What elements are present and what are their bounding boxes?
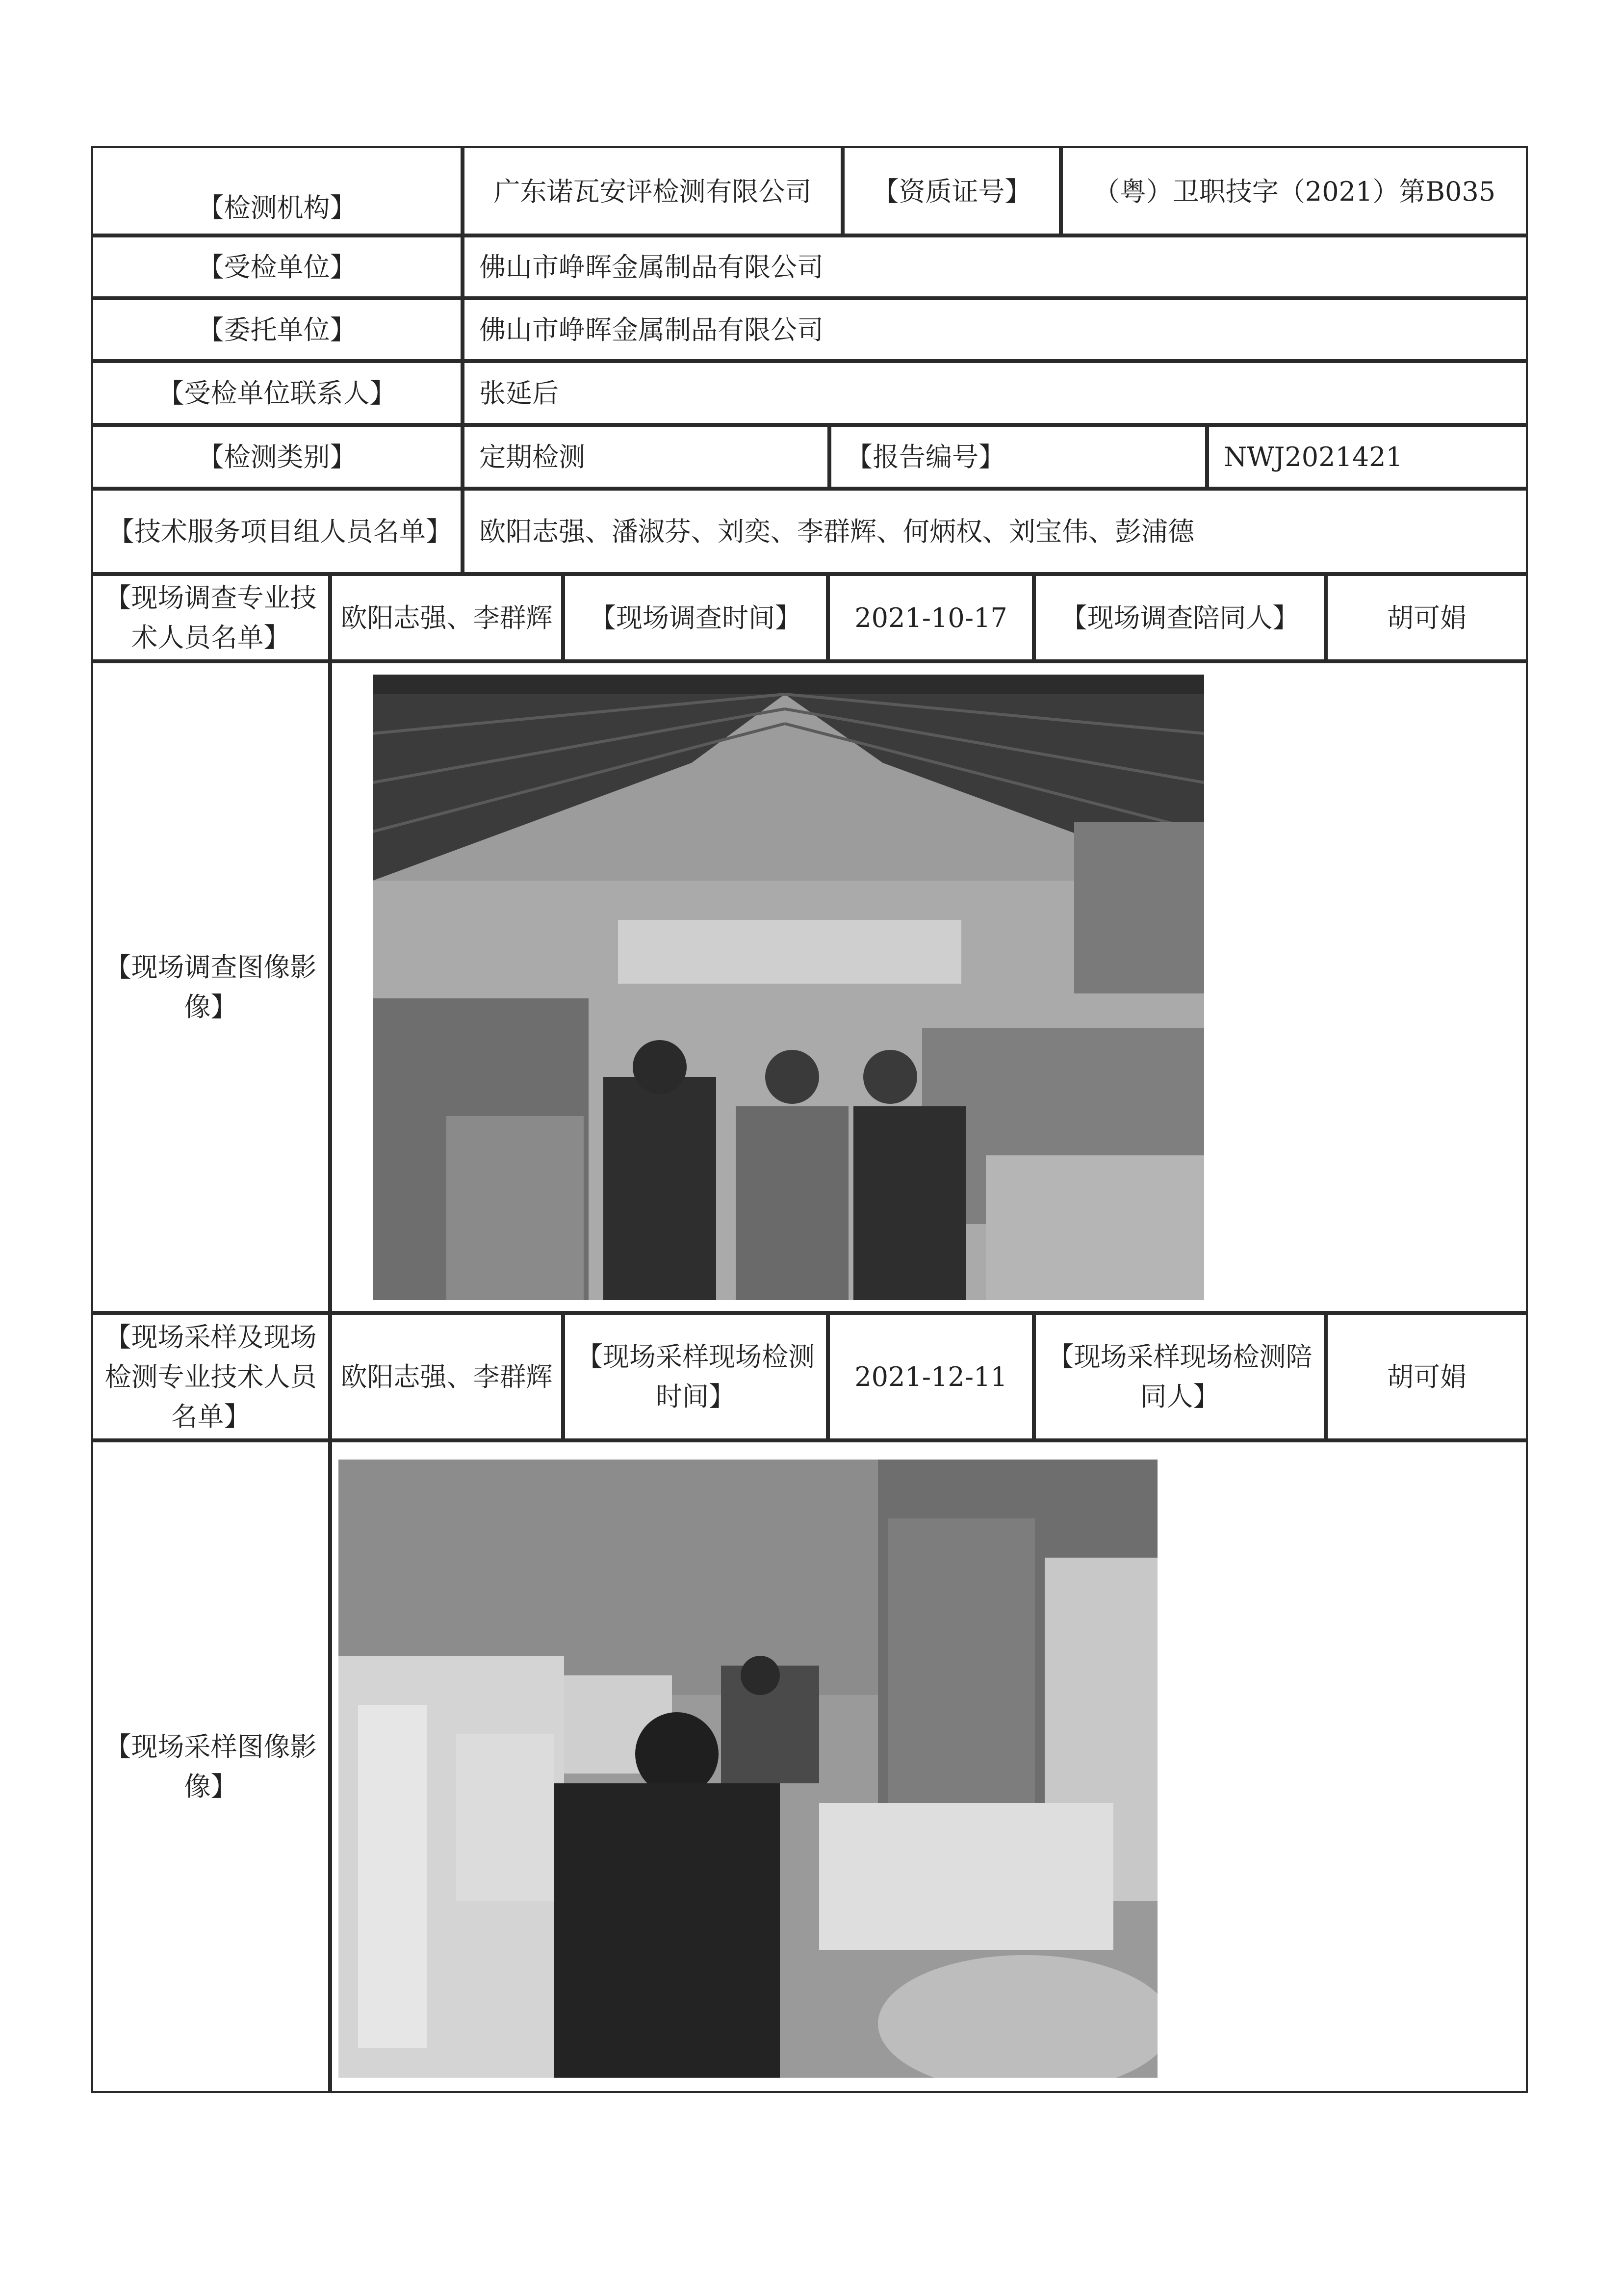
survey-time-value: 2021-10-17 — [828, 574, 1034, 661]
commissioning-unit-value: 佛山市峥晖金属制品有限公司 — [463, 298, 1528, 361]
label-report-number: 【报告编号】 — [829, 425, 1207, 489]
label-inspection-agency: 【检测机构】 — [91, 146, 463, 235]
label-sampling-escort: 【现场采样现场检测陪同人】 — [1034, 1313, 1326, 1440]
survey-photo — [373, 675, 1204, 1300]
sampling-staff-value: 欧阳志强、李群辉 — [330, 1313, 563, 1440]
label-survey-escort: 【现场调查陪同人】 — [1034, 574, 1326, 661]
label-inspected-unit: 【受检单位】 — [91, 235, 463, 298]
sampling-time-value: 2021-12-11 — [828, 1313, 1034, 1440]
label-sampling-images: 【现场采样图像影像】 — [91, 1440, 330, 2093]
label-qualification-cert: 【资质证号】 — [843, 146, 1061, 235]
inspection-type-value: 定期检测 — [463, 425, 829, 489]
sampling-photo — [338, 1460, 1158, 2078]
label-sampling-time: 【现场采样现场检测时间】 — [563, 1313, 828, 1440]
label-commissioning-unit: 【委托单位】 — [91, 298, 463, 361]
label-contact-person: 【受检单位联系人】 — [91, 361, 463, 425]
inspection-agency-value: 广东诺瓦安评检测有限公司 — [463, 146, 843, 235]
qualification-cert-value: （粤）卫职技字（2021）第B035 — [1061, 146, 1528, 235]
survey-staff-value: 欧阳志强、李群辉 — [330, 574, 563, 661]
survey-escort-value: 胡可娟 — [1326, 574, 1528, 661]
sampling-escort-value: 胡可娟 — [1326, 1313, 1528, 1440]
inspected-unit-value: 佛山市峥晖金属制品有限公司 — [463, 235, 1528, 298]
label-inspection-type: 【检测类别】 — [91, 425, 463, 489]
label-survey-staff: 【现场调查专业技术人员名单】 — [91, 574, 330, 661]
report-number-value: NWJ2021421 — [1207, 425, 1528, 489]
label-sampling-staff: 【现场采样及现场检测专业技术人员名单】 — [91, 1313, 330, 1440]
label-survey-time: 【现场调查时间】 — [563, 574, 828, 661]
label-survey-images: 【现场调查图像影像】 — [91, 661, 330, 1313]
contact-person-value: 张延后 — [463, 361, 1528, 425]
label-project-team: 【技术服务项目组人员名单】 — [91, 489, 463, 574]
project-team-value: 欧阳志强、潘淑芬、刘奕、李群辉、何炳权、刘宝伟、彭浦德 — [463, 489, 1528, 574]
